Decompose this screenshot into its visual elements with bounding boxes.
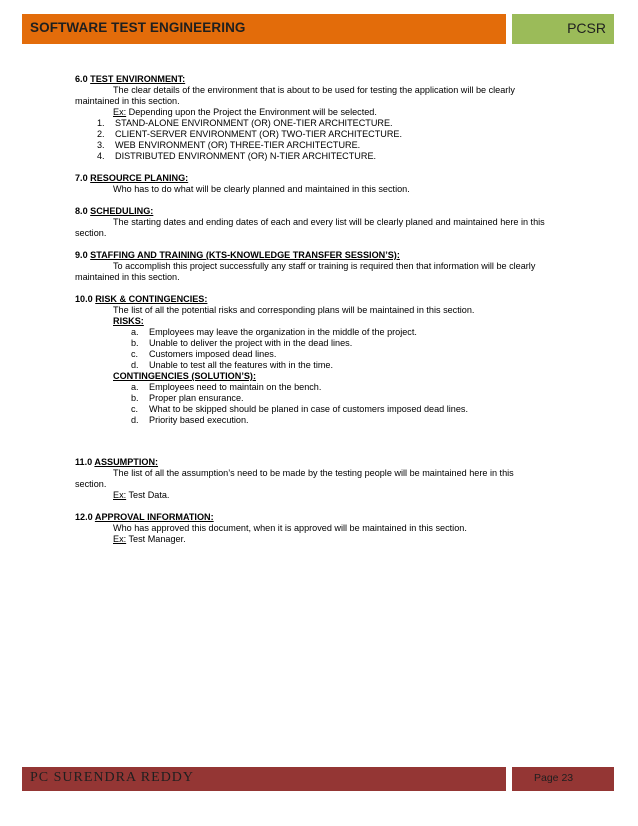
section-heading <box>75 206 575 217</box>
list-item <box>131 415 575 426</box>
section-number: 8.0 <box>75 206 91 216</box>
section-heading <box>75 173 575 184</box>
section-title: STAFFING AND TRAINING (KTS-KNOWLEDGE TRANSFER SESSION’S): <box>90 250 400 260</box>
list-item <box>97 140 575 151</box>
example-text: Test Manager. <box>126 534 186 544</box>
contingencies-heading <box>75 371 575 382</box>
list-item-text: Unable to test all the features with in the time. <box>149 360 333 370</box>
example-line <box>75 490 575 501</box>
section-title: APPROVAL INFORMATION: <box>94 512 214 522</box>
list-marker: b. <box>131 393 139 403</box>
paragraph-line: section. <box>75 479 107 489</box>
list-item <box>131 393 575 404</box>
list-item-text: Employees need to maintain on the bench. <box>149 382 322 392</box>
example-line <box>75 534 575 545</box>
example-label: Ex: <box>113 534 127 544</box>
paragraph-line: The clear details of the environment that is about to be used for testing the application will be clearly <box>113 85 515 95</box>
header-tag: PCSR <box>512 14 614 44</box>
paragraph: Who has approved this document, when it is approved will be maintained in this section. <box>113 523 467 533</box>
paragraph-line: To accomplish this project successfully any staff or training is required then that information will be clearly <box>113 261 536 271</box>
list-item <box>131 360 575 371</box>
list-item-text: What to be skipped should be planed in case of customers imposed dead lines. <box>149 404 468 414</box>
risks-heading <box>75 316 575 327</box>
section-heading <box>75 250 575 261</box>
section-approval-information <box>75 512 575 545</box>
example-label: Ex: <box>113 490 127 500</box>
list-item-text: Employees may leave the organization in the middle of the project. <box>149 327 417 337</box>
paragraph-line: maintained in this section. <box>75 272 180 282</box>
example-line <box>75 107 575 118</box>
page-number: Page 23 <box>512 767 614 791</box>
paragraph-line: maintained in this section. <box>75 96 180 106</box>
list-item-text: DISTRIBUTED ENVIRONMENT (OR) N-TIER ARCHITECTURE. <box>115 151 377 161</box>
risks-label: RISKS: <box>113 316 144 326</box>
section-heading <box>75 74 575 85</box>
list-item <box>97 151 575 162</box>
list-item <box>97 118 575 129</box>
section-risk-contingencies <box>75 294 575 426</box>
contingencies-label: CONTINGENCIES (SOLUTION’S): <box>113 371 256 381</box>
section-heading <box>75 457 575 468</box>
spacer <box>75 437 575 457</box>
list-item <box>131 404 575 415</box>
section-title: RESOURCE PLANING: <box>90 173 189 183</box>
header-title: SOFTWARE TEST ENGINEERING <box>22 14 506 44</box>
list-marker: d. <box>131 415 139 425</box>
list-marker: b. <box>131 338 139 348</box>
list-item-text: Priority based execution. <box>149 415 249 425</box>
section-title: ASSUMPTION: <box>94 457 159 467</box>
page-footer <box>22 767 614 791</box>
list-item <box>97 129 575 140</box>
example-text: Test Data. <box>126 490 170 500</box>
list-item-text: Unable to deliver the project with in the dead lines. <box>149 338 353 348</box>
section-number: 6.0 <box>75 74 91 84</box>
section-number: 12.0 <box>75 512 95 522</box>
section-number: 10.0 <box>75 294 96 304</box>
example-text: Depending upon the Project the Environment will be selected. <box>126 107 377 117</box>
list-item <box>131 349 575 360</box>
list-item <box>131 338 575 349</box>
paragraph <box>75 85 575 96</box>
section-number: 11.0 <box>75 457 95 467</box>
list-item-text: WEB ENVIRONMENT (OR) THREE-TIER ARCHITECTURE. <box>115 140 361 150</box>
document-body <box>75 74 575 556</box>
paragraph-line: The starting dates and ending dates of each and every list will be clearly planed and maintained here in this <box>113 217 545 227</box>
footer-author: PC SURENDRA REDDY <box>22 767 506 791</box>
list-marker: 3. <box>97 140 105 150</box>
paragraph-line: The list of all the assumption’s need to be made by the testing people will be maintained here in this <box>113 468 514 478</box>
section-number: 9.0 <box>75 250 91 260</box>
section-staffing-training <box>75 250 575 283</box>
list-marker: a. <box>131 382 139 392</box>
list-marker: c. <box>131 404 139 414</box>
section-heading <box>75 294 575 305</box>
page-header <box>22 14 614 44</box>
list-marker: 1. <box>97 118 105 128</box>
section-test-environment <box>75 74 575 162</box>
section-assumption <box>75 457 575 501</box>
section-heading <box>75 512 575 523</box>
list-marker: d. <box>131 360 139 370</box>
section-resource-planning <box>75 173 575 195</box>
section-title: RISK & CONTINGENCIES: <box>95 294 208 304</box>
list-marker: a. <box>131 327 139 337</box>
section-number: 7.0 <box>75 173 91 183</box>
list-item-text: STAND-ALONE ENVIRONMENT (OR) ONE-TIER ARCHITECTURE. <box>115 118 393 128</box>
section-scheduling <box>75 206 575 239</box>
paragraph: The list of all the potential risks and corresponding plans will be maintained in this section. <box>113 305 475 315</box>
list-item-text: Proper plan ensurance. <box>149 393 244 403</box>
section-title: SCHEDULING: <box>90 206 154 216</box>
list-item <box>131 382 575 393</box>
list-item-text: Customers imposed dead lines. <box>149 349 277 359</box>
list-item <box>131 327 575 338</box>
example-label: Ex: <box>113 107 127 117</box>
paragraph: Who has to do what will be clearly planned and maintained in this section. <box>113 184 410 194</box>
list-marker: 4. <box>97 151 105 161</box>
list-marker: c. <box>131 349 139 359</box>
list-marker: 2. <box>97 129 105 139</box>
list-item-text: CLIENT-SERVER ENVIRONMENT (OR) TWO-TIER ARCHITECTURE. <box>115 129 402 139</box>
paragraph-line: section. <box>75 228 107 238</box>
section-title: TEST ENVIRONMENT: <box>90 74 186 84</box>
